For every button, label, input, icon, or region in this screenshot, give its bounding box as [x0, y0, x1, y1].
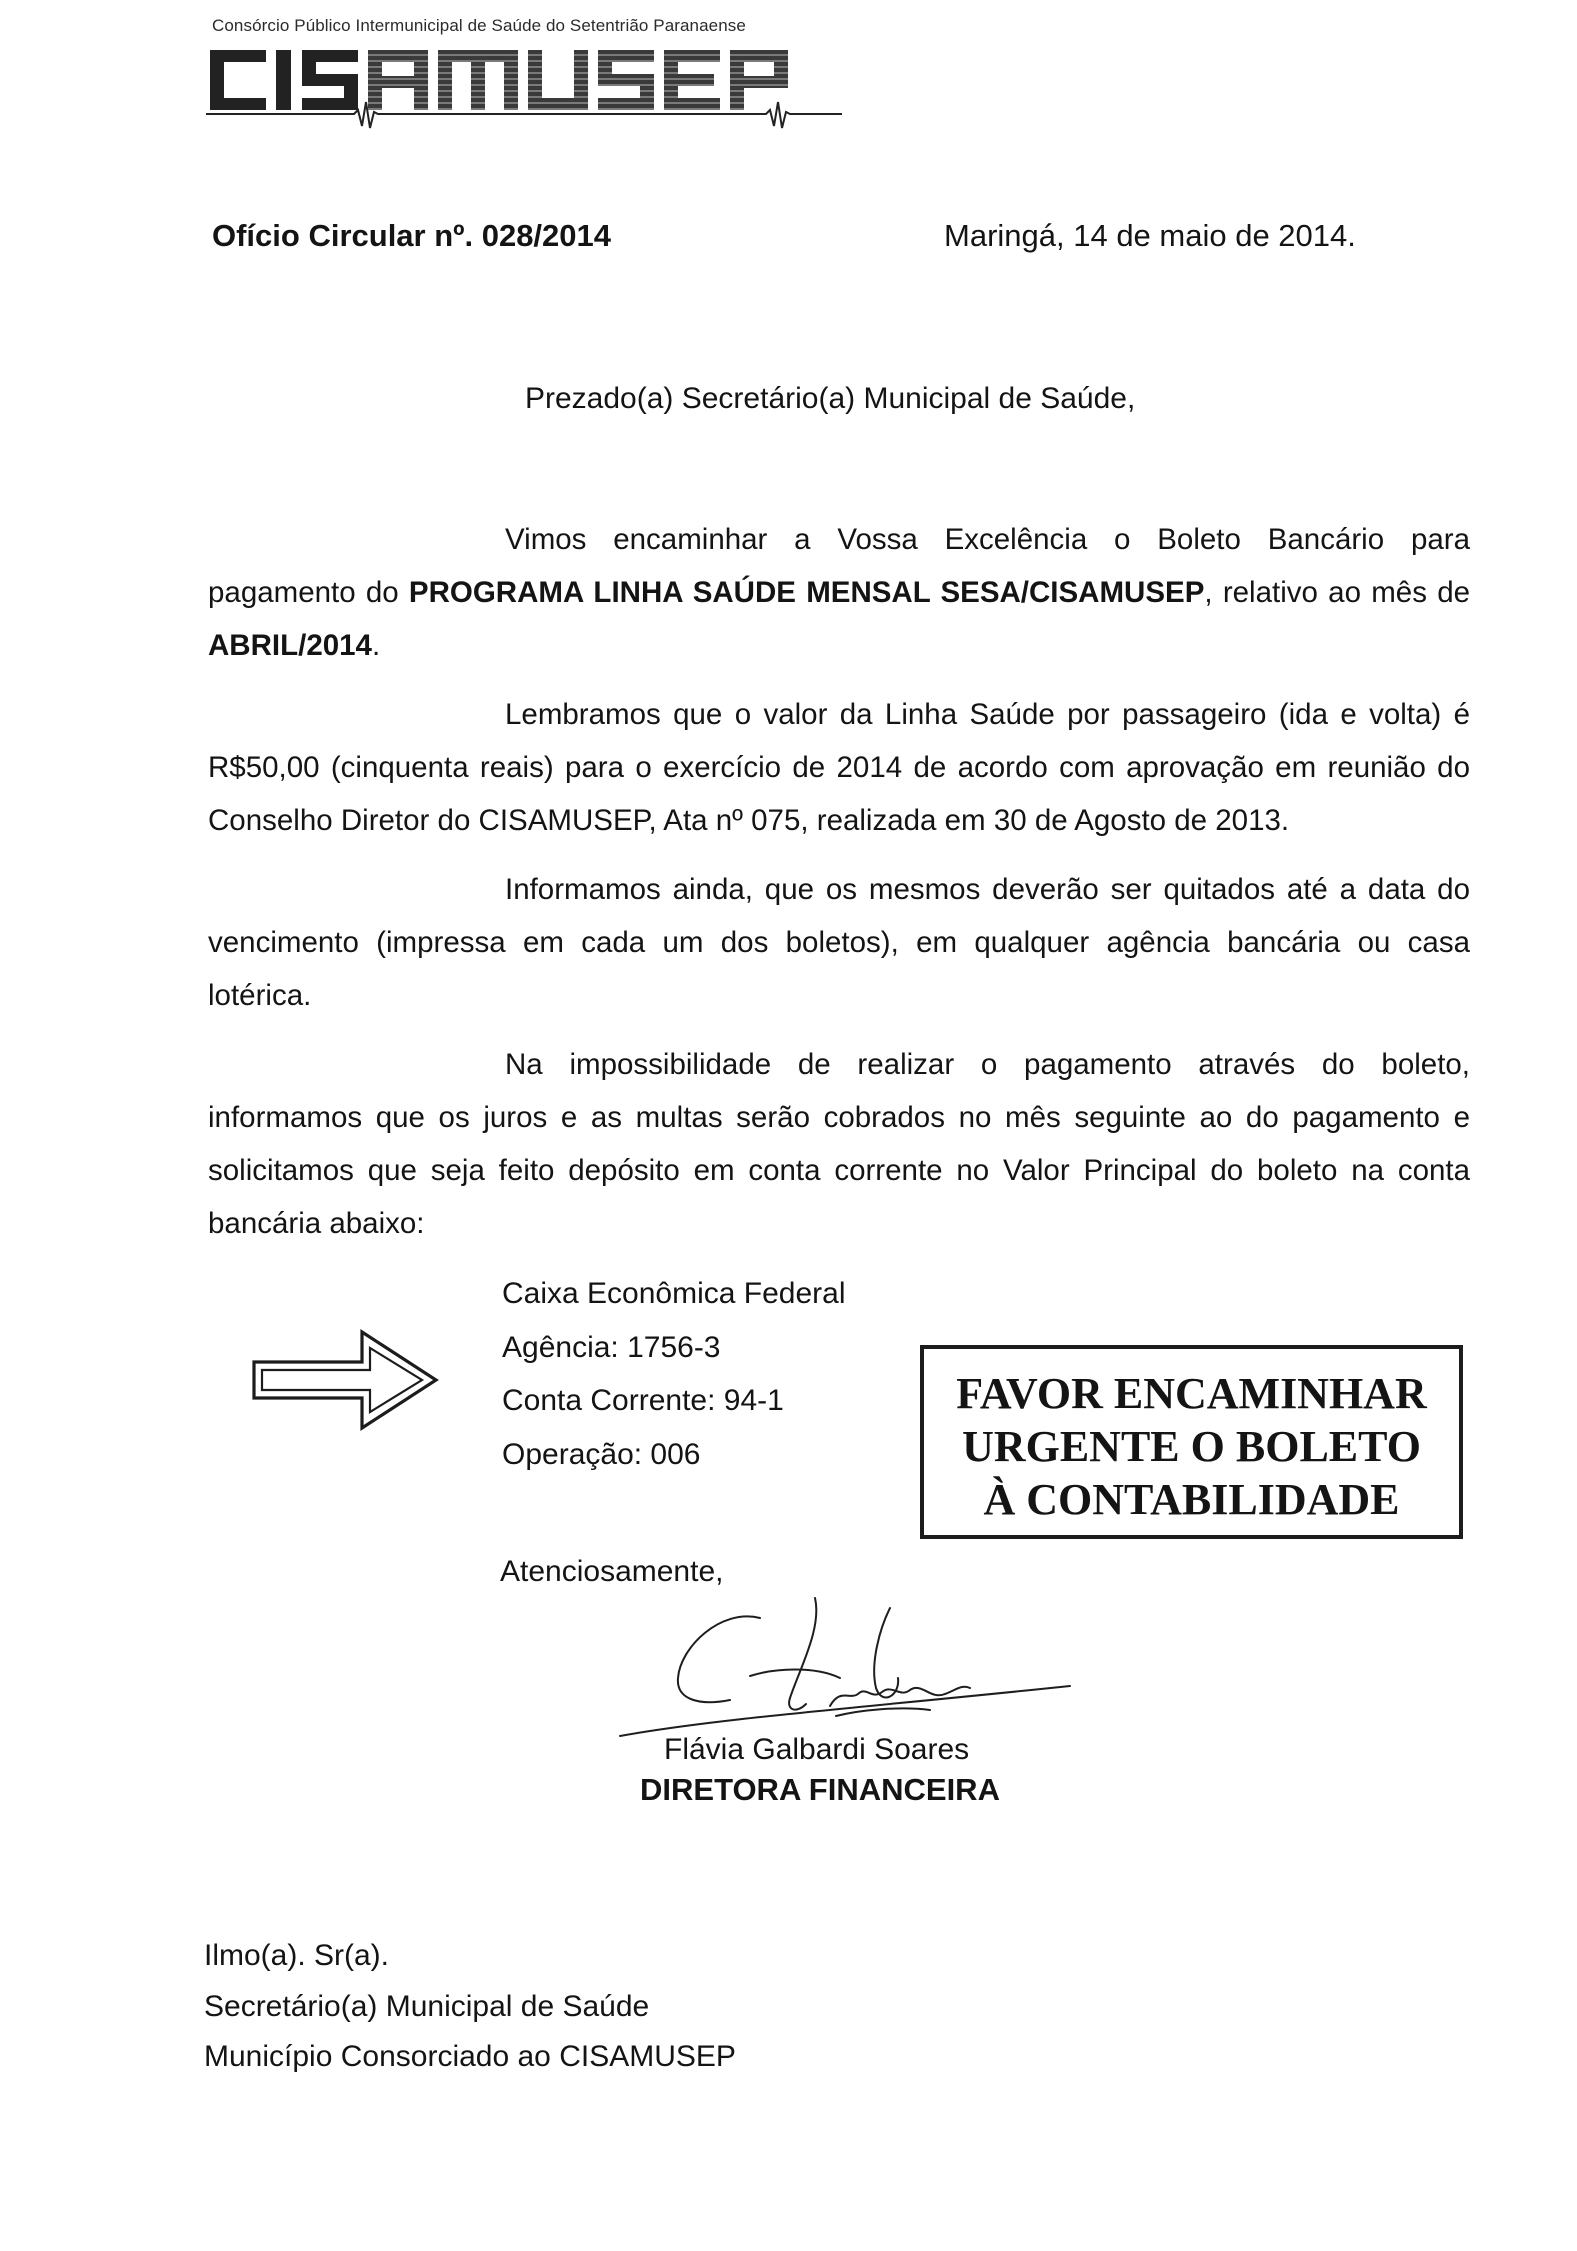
bank-name: Caixa Econômica Federal — [502, 1277, 846, 1310]
paragraph-valor-text: Lembramos que o valor da Linha Saúde por passageiro (ida e volta) é R$50,00 (cinquenta reais) para o exercício de 2014 de acordo com aprovação em reunião do Conselho Diretor do CISAMUSEP, Ata nº 075, realizada em 30 de Agosto de 2013. — [208, 698, 1470, 837]
paragraph-boleto-text-2: , relativo ao mês de — [1204, 576, 1471, 609]
paragraph-boleto-text-3: . — [371, 629, 381, 662]
addressee — [204, 1931, 736, 2083]
bank-operation: Operação: 006 — [502, 1437, 701, 1471]
circular-number: Ofício Circular nº. 028/2014 — [212, 218, 612, 253]
closing: Atenciosamente, — [500, 1555, 724, 1588]
program-name: PROGRAMA LINHA SAÚDE MENSAL SESA/CISAMUSEP — [408, 576, 1205, 609]
addressee-line-1: Ilmo(a). Sr(a). — [204, 1939, 390, 1972]
bank-account: Conta Corrente: 94-1 — [502, 1384, 784, 1417]
notice-line-2: URGENTE O BOLETO — [962, 1422, 1421, 1471]
notice-line-3: À CONTABILIDADE — [983, 1475, 1400, 1524]
paragraph-deposito — [208, 1038, 1470, 1250]
paragraph-valor — [208, 688, 1470, 847]
bank-agency: Agência: 1756-3 — [502, 1330, 721, 1364]
signer-role: DIRETORA FINANCEIRA — [640, 1772, 1000, 1807]
addressee-line-3: Município Consorciado ao CISAMUSEP — [204, 2040, 736, 2073]
addressee-line-2: Secretário(a) Municipal de Saúde — [204, 1989, 650, 2023]
paragraph-deposito-text: Na impossibilidade de realizar o pagamento através do boleto, informamos que os juros e as multas serão cobrados no mês seguinte ao do pagamento e solicitamos que seja feito depósito em conta corrente no Valor Principal do boleto na conta bancária abaixo: — [208, 1048, 1470, 1240]
right-arrow-icon — [250, 1328, 440, 1437]
letter-date: Maringá, 14 de maio de 2014. — [944, 218, 1356, 253]
notice-line-1: FAVOR ENCAMINHAR — [956, 1369, 1427, 1418]
signer-name: Flávia Galbardi Soares — [664, 1733, 970, 1766]
reference-month: ABRIL/2014 — [208, 629, 372, 662]
paragraph-vencimento — [208, 863, 1470, 1022]
cisamusep-logo — [206, 40, 846, 137]
urgent-notice-box — [920, 1345, 1463, 1539]
paragraph-boleto — [208, 513, 1470, 672]
paragraph-boleto-text-1: Vimos encaminhar a Vossa Excelência o Boleto Bancário para pagamento do — [208, 523, 1470, 609]
greeting: Prezado(a) Secretário(a) Municipal de Saúde, — [525, 382, 1136, 415]
handwritten-signature — [600, 1588, 1080, 1753]
paragraph-vencimento-text: Informamos ainda, que os mesmos deverão ser quitados até a data do vencimento (impressa em cada um dos boletos), em qualquer agência bancária ou casa lotérica. — [208, 873, 1470, 1012]
organization-name: Consórcio Público Intermunicipal de Saúde do Setentrião Paranaense — [212, 16, 746, 35]
bank-details — [502, 1267, 846, 1481]
